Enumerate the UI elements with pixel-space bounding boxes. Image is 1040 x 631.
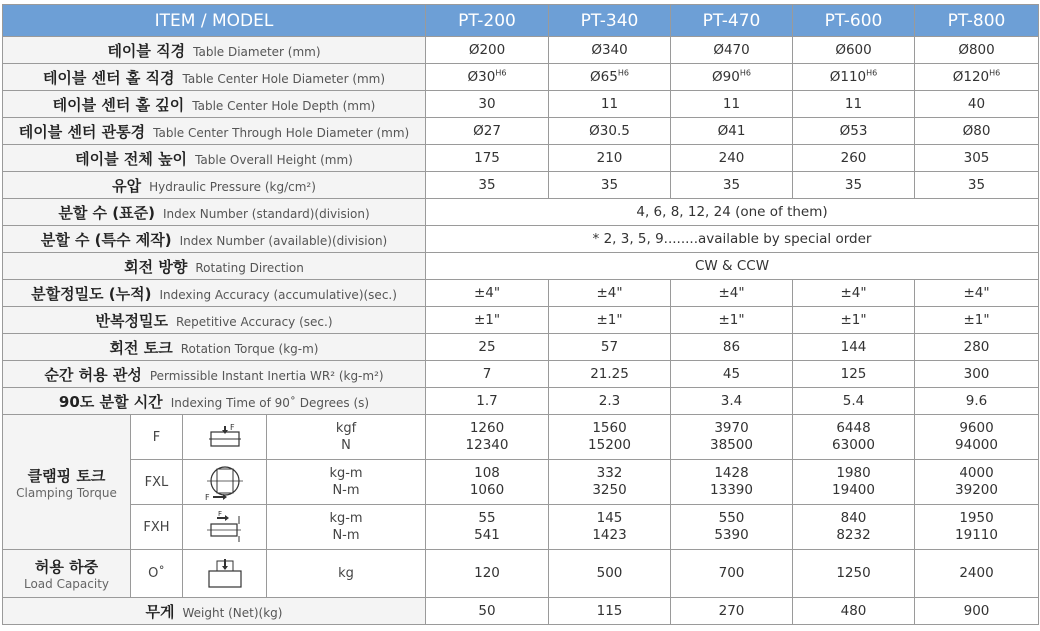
spec-label: [3, 280, 426, 307]
spec-label: [3, 118, 426, 145]
spec-row: [3, 118, 1039, 145]
clamping-row-f: [3, 415, 1039, 460]
spec-label: [3, 64, 426, 91]
clamping-value: 145 1423: [549, 505, 671, 550]
spec-value: ±4": [549, 280, 671, 307]
spec-label-ko: 분할 수 (특수 제작): [40, 230, 172, 249]
load-sub: O˚: [131, 550, 183, 598]
spec-value: 144: [793, 334, 915, 361]
spec-value: ±4": [671, 280, 793, 307]
spec-row: [3, 64, 1039, 91]
spec-value: 45: [671, 361, 793, 388]
spec-value: 9.6: [915, 388, 1039, 415]
clamping-sub-name: FXH: [131, 505, 183, 550]
spec-label-en: Table Center Through Hole Diameter (mm): [153, 125, 410, 140]
tolerance-sup: H6: [989, 68, 1001, 77]
spec-label: [3, 37, 426, 64]
clamp-fxl-icon-label: F: [204, 493, 210, 501]
spec-value: 35: [915, 172, 1039, 199]
spec-value: Ø200: [426, 37, 549, 64]
spec-row: [3, 361, 1039, 388]
spec-label-en: Permissible Instant Inertia WR² (kg-m²): [149, 368, 384, 383]
spec-value: $Ø120^{H6}$: [915, 64, 1039, 91]
spec-value: 280: [915, 334, 1039, 361]
spec-value: 21.25: [549, 361, 671, 388]
spec-row: [3, 307, 1039, 334]
clamping-row-fxh: [3, 505, 1039, 550]
clamp-fxh-icon: [183, 505, 267, 550]
spec-value: 7: [426, 361, 549, 388]
spec-value: 40: [915, 91, 1039, 118]
spec-row: [3, 253, 1039, 280]
clamping-unit: kg-m N-m: [267, 460, 426, 505]
clamping-sub-name: FXL: [131, 460, 183, 505]
spec-value: 30: [426, 91, 549, 118]
spec-label-ko: 회전 토크: [109, 338, 173, 357]
spec-row: [3, 280, 1039, 307]
clamp-f-icon: [183, 415, 267, 460]
spec-label: [3, 91, 426, 118]
spec-value: Ø30.5: [549, 118, 671, 145]
clamping-value: 1260 12340: [426, 415, 549, 460]
spec-label-ko: 반복정밀도: [95, 311, 168, 330]
spec-label-en: Index Number (available)(division): [179, 233, 388, 248]
spec-value: ±4": [793, 280, 915, 307]
header-row: [3, 5, 1039, 37]
spec-value: $Ø90^{H6}$: [671, 64, 793, 91]
spec-row: [3, 199, 1039, 226]
spec-value: 300: [915, 361, 1039, 388]
header-model: PT-600: [793, 5, 915, 37]
clamping-value: 6448 63000: [793, 415, 915, 460]
spec-value: 11: [549, 91, 671, 118]
spec-value: ±1": [671, 307, 793, 334]
spec-value: $Ø30^{H6}$: [426, 64, 549, 91]
spec-label: [3, 145, 426, 172]
clamping-label: 클램핑 토크 Clamping Torque: [3, 415, 131, 550]
clamping-sub-name: F: [131, 415, 183, 460]
weight-value: 900: [915, 598, 1039, 625]
spec-label-ko: 90도 분할 시간: [58, 392, 163, 411]
tolerance-sup: H6: [866, 68, 878, 77]
spec-value: Ø600: [793, 37, 915, 64]
spec-value: 1.7: [426, 388, 549, 415]
spec-label-ko: 순간 허용 관성: [44, 365, 142, 384]
spec-value: 35: [671, 172, 793, 199]
header-model: PT-800: [915, 5, 1039, 37]
spec-label: [3, 388, 426, 415]
spec-value: 3.4: [671, 388, 793, 415]
clamping-value: 332 3250: [549, 460, 671, 505]
clamping-value: 1428 13390: [671, 460, 793, 505]
load-unit: kg: [267, 550, 426, 598]
spec-value: ±4": [915, 280, 1039, 307]
spec-label: [3, 361, 426, 388]
spec-value: ±1": [915, 307, 1039, 334]
spec-label-en: Repetitive Accuracy (sec.): [175, 314, 333, 329]
spec-row: [3, 334, 1039, 361]
spec-label-ko: 테이블 직경: [107, 41, 186, 60]
spec-label-ko: 테이블 센터 홀 깊이: [52, 95, 185, 114]
load-capacity-row: [3, 550, 1039, 598]
clamping-value: 550 5390: [671, 505, 793, 550]
spec-value: Ø800: [915, 37, 1039, 64]
spec-label-en: Index Number (standard)(division): [162, 206, 370, 221]
spec-label-en: Hydraulic Pressure (kg/cm²): [149, 179, 316, 194]
clamping-value: 4000 39200: [915, 460, 1039, 505]
spec-merged-value: CW & CCW: [426, 253, 1039, 280]
tolerance-sup: H6: [617, 68, 629, 77]
spec-value: 11: [671, 91, 793, 118]
spec-row: [3, 172, 1039, 199]
spec-value: $Ø110^{H6}$: [793, 64, 915, 91]
clamping-unit: kgf N: [267, 415, 426, 460]
spec-label-ko: 테이블 센터 홀 직경: [42, 68, 175, 87]
clamping-value: 3970 38500: [671, 415, 793, 460]
spec-value: 125: [793, 361, 915, 388]
spec-label-en: Indexing Accuracy (accumulative)(sec.): [159, 287, 397, 302]
clamping-value: 108 1060: [426, 460, 549, 505]
weight-value: 115: [549, 598, 671, 625]
spec-merged-value: * 2, 3, 5, 9........available by special order: [426, 226, 1039, 253]
clamp-f-icon-label: F: [229, 423, 235, 432]
spec-row: [3, 145, 1039, 172]
spec-table: [2, 4, 1039, 625]
header-model: PT-200: [426, 5, 549, 37]
spec-label-ko: 테이블 센터 관통경: [18, 122, 146, 141]
spec-value: 35: [549, 172, 671, 199]
load-value: 2400: [915, 550, 1039, 598]
spec-value: Ø41: [671, 118, 793, 145]
spec-value: Ø80: [915, 118, 1039, 145]
weight-value: 480: [793, 598, 915, 625]
spec-value: Ø27: [426, 118, 549, 145]
spec-label: [3, 334, 426, 361]
spec-value: 86: [671, 334, 793, 361]
clamping-value: 1950 19110: [915, 505, 1039, 550]
spec-label-ko: 유압: [112, 176, 142, 195]
tolerance-sup: H6: [495, 68, 507, 77]
spec-label-en: Table Overall Height (mm): [195, 152, 353, 167]
spec-value: ±4": [426, 280, 549, 307]
spec-value: 35: [793, 172, 915, 199]
spec-value: ±1": [426, 307, 549, 334]
clamping-row-fxl: [3, 460, 1039, 505]
clamp-fxl-icon: [183, 460, 267, 505]
clamping-value: 840 8232: [793, 505, 915, 550]
spec-value: Ø470: [671, 37, 793, 64]
spec-value: 2.3: [549, 388, 671, 415]
spec-value: 57: [549, 334, 671, 361]
spec-label: [3, 226, 426, 253]
spec-value: ±1": [793, 307, 915, 334]
clamping-unit: kg-m N-m: [267, 505, 426, 550]
spec-value: 5.4: [793, 388, 915, 415]
spec-label-ko: 분할정밀도 (누적): [31, 284, 152, 303]
spec-value: Ø340: [549, 37, 671, 64]
spec-row: [3, 91, 1039, 118]
weight-value: 50: [426, 598, 549, 625]
spec-row: [3, 388, 1039, 415]
spec-label-en: Table Center Hole Diameter (mm): [182, 71, 386, 86]
spec-row: [3, 226, 1039, 253]
spec-value: 210: [549, 145, 671, 172]
spec-value: 240: [671, 145, 793, 172]
spec-label: [3, 307, 426, 334]
spec-value: 175: [426, 145, 549, 172]
clamping-value: 9600 94000: [915, 415, 1039, 460]
load-value: 1250: [793, 550, 915, 598]
spec-merged-value: 4, 6, 8, 12, 24 (one of them): [426, 199, 1039, 226]
load-value: 120: [426, 550, 549, 598]
clamping-value: 1560 15200: [549, 415, 671, 460]
spec-value: Ø53: [793, 118, 915, 145]
spec-label: [3, 253, 426, 280]
header-item: ITEM / MODEL: [3, 5, 426, 37]
tolerance-sup: H6: [739, 68, 751, 77]
spec-value: $Ø65^{H6}$: [549, 64, 671, 91]
clamp-fxh-icon-label: F: [217, 510, 222, 518]
clamping-value: 1980 19400: [793, 460, 915, 505]
header-model: PT-470: [671, 5, 793, 37]
spec-value: 25: [426, 334, 549, 361]
spec-label-en: Rotating Direction: [195, 260, 304, 275]
spec-label-ko: 테이블 전체 높이: [75, 149, 188, 168]
spec-value: ±1": [549, 307, 671, 334]
spec-label: [3, 199, 426, 226]
weight-row: [3, 598, 1039, 625]
weight-label: 무게 Weight (Net)(kg): [3, 598, 426, 625]
spec-label-en: Table Diameter (mm): [193, 44, 321, 59]
spec-row: [3, 37, 1039, 64]
spec-value: 35: [426, 172, 549, 199]
spec-label-ko: 분할 수 (표준): [58, 203, 155, 222]
header-model: PT-340: [549, 5, 671, 37]
spec-label: [3, 172, 426, 199]
spec-label-en: Indexing Time of 90˚ Degrees (s): [170, 395, 370, 410]
load-value: 500: [549, 550, 671, 598]
load-capacity-icon: [183, 550, 267, 598]
clamping-value: 55 541: [426, 505, 549, 550]
load-label: 허용 하중 Load Capacity: [3, 550, 131, 598]
spec-label-ko: 회전 방향: [124, 257, 188, 276]
spec-value: 305: [915, 145, 1039, 172]
spec-value: 260: [793, 145, 915, 172]
spec-label-en: Rotation Torque (kg-m): [180, 341, 319, 356]
spec-label-en: Table Center Hole Depth (mm): [192, 98, 376, 113]
load-value: 700: [671, 550, 793, 598]
weight-value: 270: [671, 598, 793, 625]
spec-value: 11: [793, 91, 915, 118]
